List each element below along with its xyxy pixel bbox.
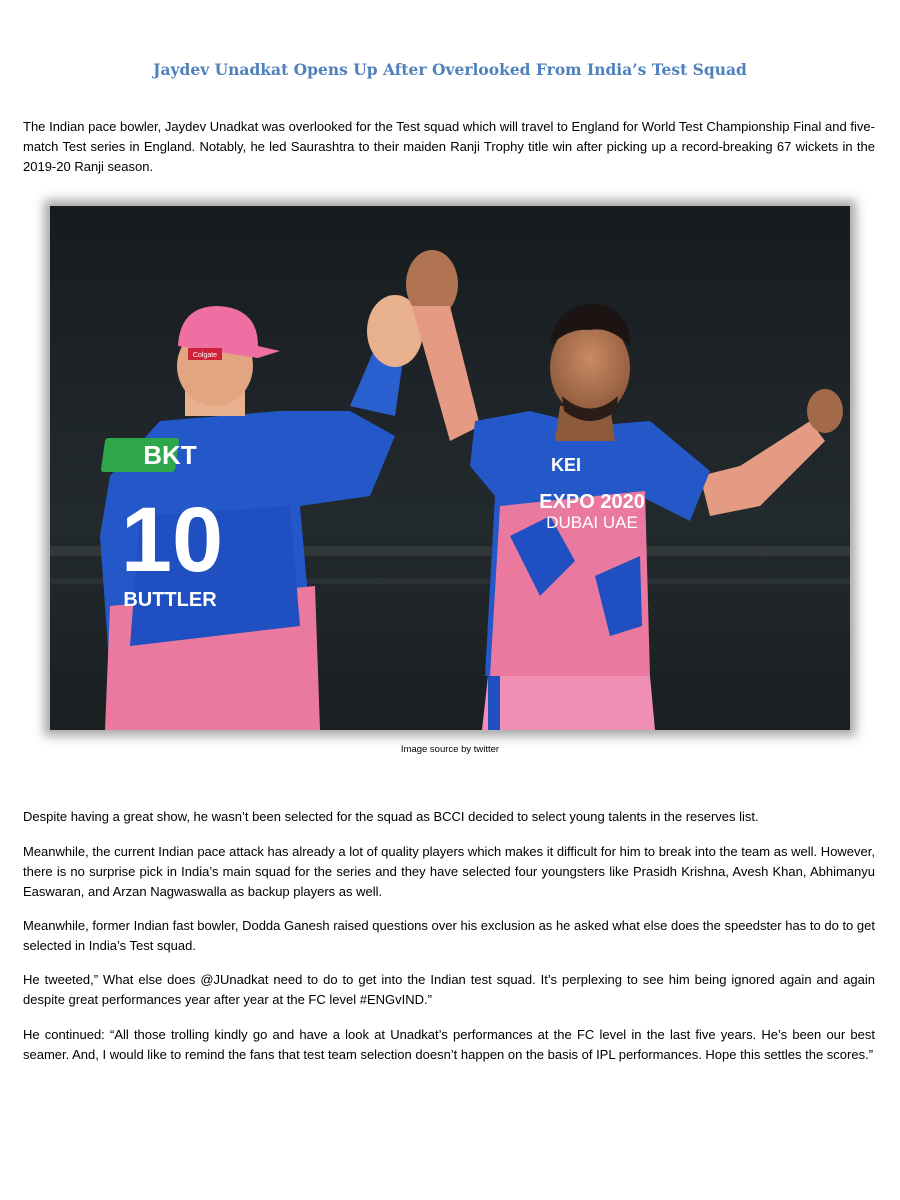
dubai-logo-text: DUBAI UAE (546, 513, 638, 532)
jersey-number: 10 (120, 489, 224, 591)
kei-logo-text: KEI (550, 455, 582, 475)
body-paragraph: He tweeted,” What else does @JUnadkat need to do to get into the Indian test squad. It’s perplexing to see him being ignored again and again despite great performances year after year at the FC level #ENGvIND.” (23, 972, 875, 1007)
body-paragraph: He continued: “All those trolling kindly go and have a look at Unadkat’s performances at the FC level in the last five years. He’s been our best seamer. And, I would like to remind the fans that test team selection doesn’t happen on the basis of IPL performances. Hope this settles the scores.” (23, 1027, 875, 1062)
intro-paragraph: The Indian pace bowler, Jaydev Unadkat was overlooked for the Test squad which will travel to England for World Test Championship Final and five-match Test series in England. Notably, he led Saurashtra to their maiden Ranji Trophy title win after picking up a record-breaking 67 wickets in the 2019-20 Ranji season. (23, 119, 875, 174)
bkt-logo-text: BKT (143, 440, 197, 470)
body-paragraph: Meanwhile, the current Indian pace attack has already a lot of quality players which makes it difficult for him to break into the team as well. However, there is no surprise pick in India’s main squad for the series and they have selected four youngsters like Prasidh Krishna, Avesh Khan, Abhimanyu Easwaran, and Arzan Nagwaswalla as backup players as well. (23, 844, 875, 899)
body-paragraph: Despite having a great show, he wasn’t been selected for the squad as BCCI decided to select young talents in the reserves list. (23, 809, 759, 824)
article-title: Jaydev Unadkat Opens Up After Overlooked From India’s Test Squad (153, 60, 747, 79)
expo-logo-text: EXPO 2020 (539, 491, 645, 513)
cap-brand-text: Colgate (192, 352, 218, 359)
celebration-photo (50, 206, 850, 730)
player-name-text: BUTTLER (123, 589, 217, 611)
article-photo (50, 206, 850, 730)
image-caption: Image source by twitter (400, 744, 500, 755)
body-paragraph: Meanwhile, former Indian fast bowler, Dodda Ganesh raised questions over his exclusion as he asked what else does the speedster has to do to get selected in India’s Test squad. (23, 918, 875, 953)
